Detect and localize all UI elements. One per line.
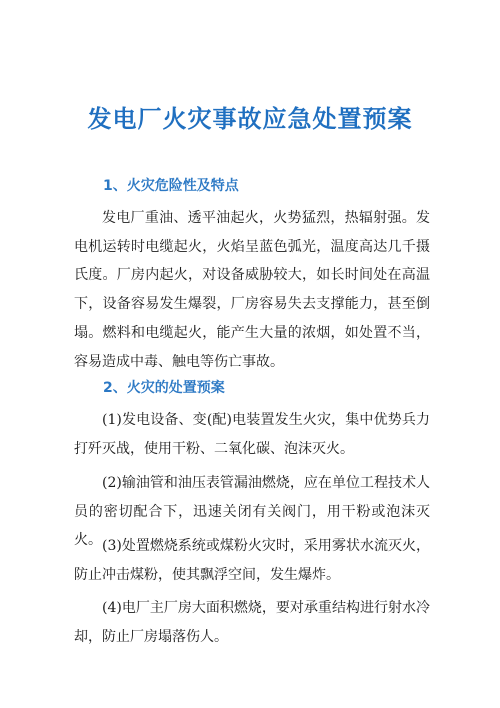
- paragraph-response-4: (4)电厂主厂房大面积燃烧，要对承重结构进行射水冷却，防止厂房塌落伤人。: [74, 600, 430, 645]
- paragraph-response-1: (1)发电设备、变(配)电装置发生火灾，集中优势兵力打歼灭战，使用干粉、二氧化碳、泡沫灭火。: [74, 412, 430, 457]
- paragraph-response-3: (3)处置燃烧系统或煤粉火灾时，采用雾状水流灭火，防止冲击煤粉，使其飘浮空间，发生爆炸。: [74, 538, 430, 583]
- paragraph-response-2: (2)输油管和油压表管漏油燃烧，应在单位工程技术人员的密切配合下，迅速关闭有关阀门，用干粉或泡沫灭火。: [74, 475, 430, 549]
- section-heading-fire-response: 2、火灾的处置预案: [103, 380, 225, 396]
- document-title: 发电厂火灾事故应急处置预案: [87, 105, 413, 133]
- section-heading-fire-hazard: 1、火灾危险性及特点: [103, 178, 239, 194]
- paragraph-fire-hazard: 发电厂重油、透平油起火，火势猛烈，热辐射强。发电机运转时电缆起火，火焰呈蓝色弧光，温度高达几千摄氏度。厂房内起火，对设备威胁较大，如长时间处在高温下，设备容易发生爆裂，厂房容易失去支撑能力，甚至倒塌。燃料和电缆起火，能产生大量的浓烟，如处置不当，容易造成中毒、触电等伤亡事故。: [74, 210, 430, 370]
